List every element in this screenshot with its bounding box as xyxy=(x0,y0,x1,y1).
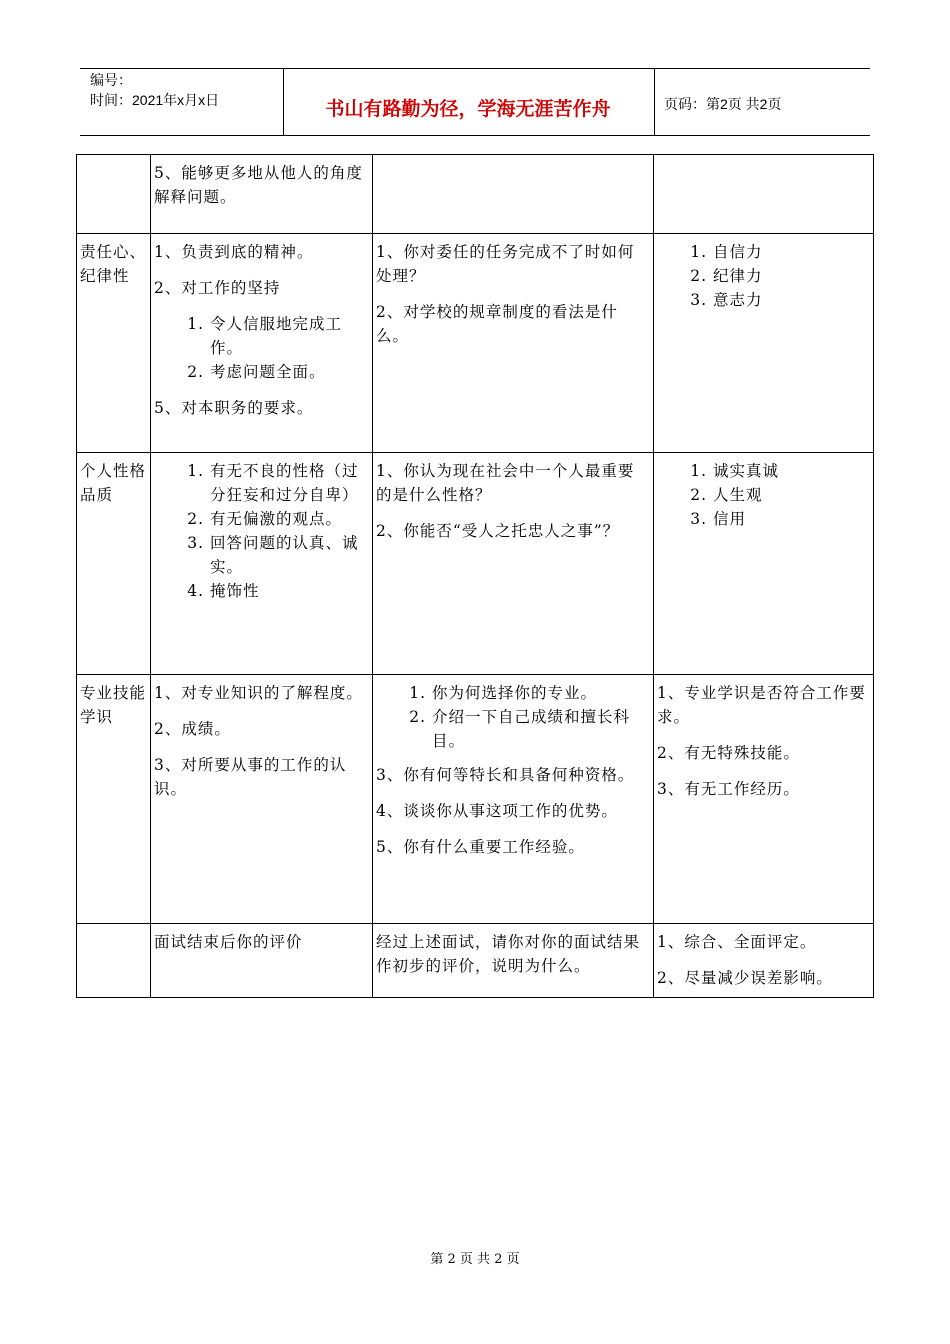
focus-item: 2、有无特殊技能。 xyxy=(657,744,800,762)
page-footer: 第 2 页 共 2 页 xyxy=(430,1252,520,1267)
category-cell xyxy=(76,923,151,998)
list-item: 1. 有无不良的性格（过分狂妄和过分自卑） xyxy=(210,459,369,507)
list-item: 2. 纪律力 xyxy=(713,264,870,288)
point-item: 面试结束后你的评价 xyxy=(154,933,303,951)
point-item: 5、能够更多地从他人的角度解释问题。 xyxy=(154,164,363,206)
interview-questions-cell xyxy=(372,674,654,924)
assessment-focus-cell xyxy=(653,923,874,998)
question-item: 3、你有何等特长和具备何种资格。 xyxy=(376,766,635,784)
assessment-focus-cell xyxy=(653,233,874,453)
assessment-focus-cell xyxy=(653,674,874,924)
interview-questions-cell xyxy=(372,923,654,998)
point-item: 3、对所要从事的工作的认识。 xyxy=(154,756,347,798)
list-item: 1. 你为何选择你的专业。 xyxy=(432,681,650,705)
list-item: 3. 意志力 xyxy=(713,288,870,312)
interview-questions-cell xyxy=(372,154,654,234)
evaluation-points-cell xyxy=(150,923,373,998)
page-indicator: 页码：第2页 共2页 xyxy=(664,96,782,112)
evaluation-points-cell xyxy=(150,233,373,453)
focus-list xyxy=(657,240,870,312)
list-item: 1. 令人信服地完成工作。 xyxy=(210,312,369,360)
category-label: 责任心、纪律性 xyxy=(80,243,147,285)
question-item: 经过上述面试，请你对你的面试结果作初步的评价，说明为什么。 xyxy=(376,933,641,975)
evaluation-points-cell xyxy=(150,674,373,924)
question-item: 2、你能否“受人之托忠人之事”？ xyxy=(376,522,620,540)
focus-item: 3、有无工作经历。 xyxy=(657,780,800,798)
date-label: 时间：2021年x月x日 xyxy=(90,92,220,108)
list-item: 4. 掩饰性 xyxy=(210,579,369,603)
point-item: 2、成绩。 xyxy=(154,720,231,738)
evaluation-points-cell xyxy=(150,154,373,234)
focus-item: 1、专业学识是否符合工作要求。 xyxy=(657,684,866,726)
question-item: 5、你有什么重要工作经验。 xyxy=(376,838,585,856)
category-cell xyxy=(76,154,151,234)
header-divider xyxy=(654,68,655,136)
list-item: 2. 考虑问题全面。 xyxy=(210,360,369,384)
interview-questions-cell xyxy=(372,233,654,453)
category-cell xyxy=(76,452,151,675)
category-label: 专业技能学识 xyxy=(80,684,147,726)
number-label: 编号： xyxy=(90,72,132,88)
focus-item: 2、尽量减少误差影响。 xyxy=(657,969,833,987)
question-item: 4、谈谈你从事这项工作的优势。 xyxy=(376,802,618,820)
list-item: 2. 介绍一下自己成绩和擅长科目。 xyxy=(432,705,650,753)
point-item: 5、对本职务的要求。 xyxy=(154,399,314,417)
question-item: 2、对学校的规章制度的看法是什么。 xyxy=(376,303,618,345)
assessment-focus-cell xyxy=(653,452,874,675)
question-item: 1、你对委任的任务完成不了时如何处理？ xyxy=(376,243,635,285)
point-item: 1、负责到底的精神。 xyxy=(154,243,314,261)
header-motto: 书山有路勤为径，学海无涯苦作舟 xyxy=(325,98,611,120)
interview-table xyxy=(74,154,875,998)
header-bottom-rule xyxy=(80,135,870,136)
point-item: 2、对工作的坚持 xyxy=(154,279,281,297)
header-meta xyxy=(90,70,280,110)
evaluation-points-cell xyxy=(150,452,373,675)
list-item: 1. 自信力 xyxy=(713,240,870,264)
question-item: 1、你认为现在社会中一个人最重要的是什么性格？ xyxy=(376,462,635,504)
interview-questions-cell xyxy=(372,452,654,675)
category-label: 个人性格品质 xyxy=(80,462,147,504)
list-item: 2. 人生观 xyxy=(713,483,870,507)
list-item: 3. 回答问题的认真、诚实。 xyxy=(210,531,369,579)
header-top-rule xyxy=(80,68,870,69)
list-item: 2. 有无偏激的观点。 xyxy=(210,507,369,531)
list-item: 3. 信用 xyxy=(713,507,870,531)
assessment-focus-cell xyxy=(653,154,874,234)
category-cell xyxy=(76,674,151,924)
point-list xyxy=(154,312,369,384)
list-item: 1. 诚实真诚 xyxy=(713,459,870,483)
focus-list xyxy=(657,459,870,531)
point-item: 1、对专业知识的了解程度。 xyxy=(154,684,363,702)
focus-item: 1、综合、全面评定。 xyxy=(657,933,817,951)
question-list xyxy=(376,681,650,753)
category-cell xyxy=(76,233,151,453)
point-list xyxy=(154,459,369,603)
